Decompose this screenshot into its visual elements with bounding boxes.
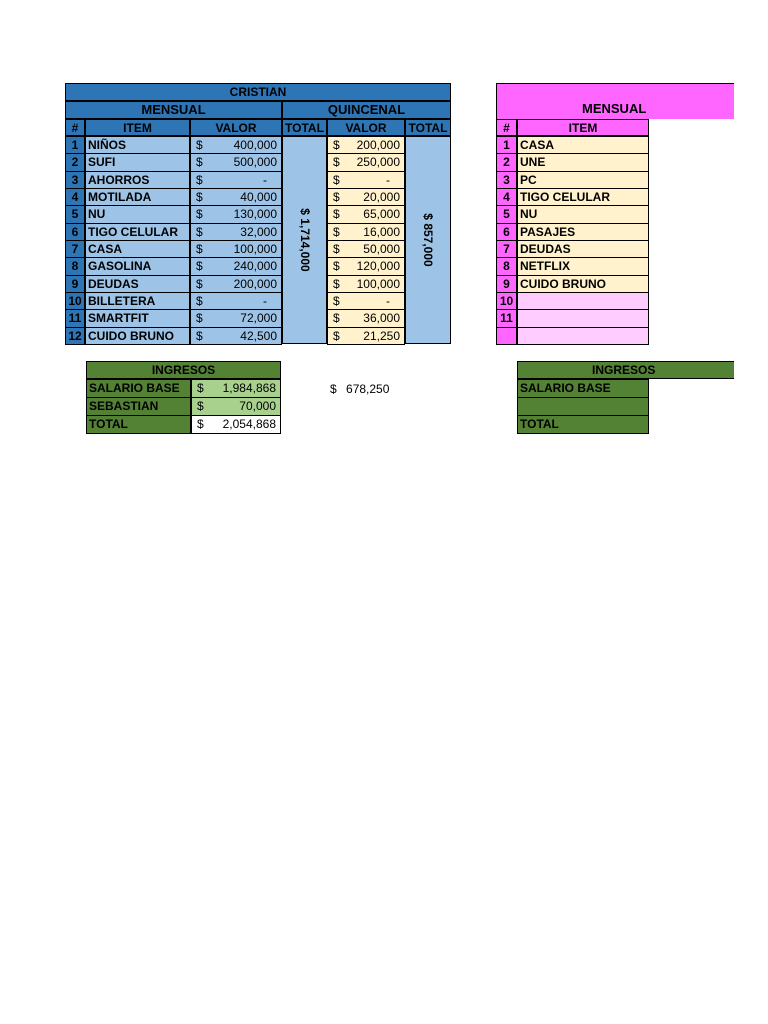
second-row-number bbox=[496, 327, 517, 345]
second-ingresos-label: TOTAL bbox=[517, 415, 649, 434]
row-quincenal-valor bbox=[327, 257, 405, 276]
ingresos-label: TOTAL bbox=[86, 415, 191, 434]
row-quincenal-valor bbox=[327, 240, 405, 258]
ingresos-title: INGRESOS bbox=[86, 361, 281, 379]
quincenal-amount: 21,250 bbox=[363, 329, 400, 343]
row-valor bbox=[190, 275, 282, 293]
ingresos-amount: 70,000 bbox=[239, 399, 276, 413]
quincenal-amount: 16,000 bbox=[363, 225, 400, 239]
valor-amount: 400,000 bbox=[233, 138, 277, 152]
quincenal-extra-amount bbox=[330, 380, 410, 398]
row-number: 4 bbox=[65, 188, 85, 206]
second-row-item: UNE bbox=[517, 153, 649, 172]
row-number: 6 bbox=[65, 223, 85, 241]
quincenal-header: QUINCENAL bbox=[282, 101, 451, 119]
currency-symbol: $ bbox=[196, 138, 203, 152]
second-row-number: 2 bbox=[496, 153, 517, 172]
row-item: SMARTFIT bbox=[85, 309, 190, 328]
valor-amount: 42,500 bbox=[240, 329, 277, 343]
currency-symbol: $ bbox=[333, 138, 340, 152]
second-row-item bbox=[517, 309, 649, 328]
second-row-item: CUIDO BRUNO bbox=[517, 275, 649, 293]
col-item-header: ITEM bbox=[85, 119, 190, 136]
currency-symbol: $ bbox=[196, 190, 203, 204]
row-quincenal-valor bbox=[327, 309, 405, 328]
row-number: 10 bbox=[65, 292, 85, 310]
row-item: CUIDO BRUNO bbox=[85, 327, 190, 345]
quincenal-amount: 50,000 bbox=[363, 242, 400, 256]
second-row-item: CASA bbox=[517, 136, 649, 154]
ingresos-value bbox=[191, 379, 281, 398]
row-item: BILLETERA bbox=[85, 292, 190, 310]
valor-amount: 240,000 bbox=[233, 259, 277, 273]
currency-symbol: $ bbox=[196, 311, 203, 325]
ingresos-label: SALARIO BASE bbox=[86, 379, 191, 398]
second-row-number: 4 bbox=[496, 188, 517, 206]
currency-symbol: $ bbox=[333, 259, 340, 273]
second-row-number: 3 bbox=[496, 171, 517, 189]
currency-symbol: $ bbox=[196, 259, 203, 273]
valor-amount: 72,000 bbox=[240, 311, 277, 325]
row-number: 2 bbox=[65, 153, 85, 172]
currency-symbol: $ bbox=[197, 381, 204, 395]
second-row-number: 9 bbox=[496, 275, 517, 293]
row-number: 11 bbox=[65, 309, 85, 328]
currency-symbol: $ bbox=[196, 207, 203, 221]
row-quincenal-valor bbox=[327, 327, 405, 345]
second-row-number: 10 bbox=[496, 292, 517, 310]
row-quincenal-valor bbox=[327, 205, 405, 224]
second-ingresos-label: SALARIO BASE bbox=[517, 379, 649, 398]
quincenal-amount: 36,000 bbox=[363, 311, 400, 325]
row-item: NIÑOS bbox=[85, 136, 190, 154]
row-quincenal-valor bbox=[327, 136, 405, 154]
quincenal-amount: - bbox=[386, 173, 390, 187]
currency-symbol: $ bbox=[333, 173, 340, 187]
quincenal-amount: - bbox=[386, 294, 390, 308]
extra-value: 678,250 bbox=[346, 382, 390, 396]
second-row-number: 11 bbox=[496, 309, 517, 328]
total-quincenal-value: $ 857,000 bbox=[421, 213, 435, 267]
currency-symbol: $ bbox=[196, 329, 203, 343]
row-valor bbox=[190, 188, 282, 206]
currency-symbol: $ bbox=[333, 155, 340, 169]
second-ingresos-label bbox=[517, 397, 649, 416]
valor-amount: 40,000 bbox=[240, 190, 277, 204]
row-quincenal-valor bbox=[327, 153, 405, 172]
row-quincenal-valor bbox=[327, 292, 405, 310]
quincenal-amount: 20,000 bbox=[363, 190, 400, 204]
second-row-number: 8 bbox=[496, 257, 517, 276]
row-item: GASOLINA bbox=[85, 257, 190, 276]
row-valor bbox=[190, 240, 282, 258]
row-quincenal-valor bbox=[327, 275, 405, 293]
second-row-item bbox=[517, 327, 649, 345]
total-mensual-value: $ 1,714,000 bbox=[297, 208, 312, 272]
valor-amount: 100,000 bbox=[233, 242, 277, 256]
valor-amount: 130,000 bbox=[233, 207, 277, 221]
row-valor bbox=[190, 223, 282, 241]
row-number: 5 bbox=[65, 205, 85, 224]
second-row-item: PASAJES bbox=[517, 223, 649, 241]
currency-symbol: $ bbox=[333, 190, 340, 204]
col-total-header: TOTAL bbox=[282, 119, 327, 136]
row-valor bbox=[190, 257, 282, 276]
currency-symbol: $ bbox=[197, 417, 204, 431]
valor-amount: - bbox=[263, 294, 267, 308]
row-valor bbox=[190, 205, 282, 224]
valor-amount: 200,000 bbox=[233, 277, 277, 291]
second-row-number: 7 bbox=[496, 240, 517, 258]
second-row-item: DEUDAS bbox=[517, 240, 649, 258]
second-row-number: 1 bbox=[496, 136, 517, 154]
valor-amount: 32,000 bbox=[240, 225, 277, 239]
quincenal-amount: 200,000 bbox=[356, 138, 400, 152]
row-item: DEUDAS bbox=[85, 275, 190, 293]
second-row-number: 6 bbox=[496, 223, 517, 241]
ingresos-value bbox=[191, 397, 281, 416]
row-number: 7 bbox=[65, 240, 85, 258]
quincenal-amount: 120,000 bbox=[356, 259, 400, 273]
row-valor bbox=[190, 153, 282, 172]
second-row-item: PC bbox=[517, 171, 649, 189]
row-item: MOTILADA bbox=[85, 188, 190, 206]
currency-symbol: $ bbox=[196, 155, 203, 169]
quincenal-amount: 250,000 bbox=[356, 155, 400, 169]
ingresos-label: SEBASTIAN bbox=[86, 397, 191, 416]
row-item: SUFI bbox=[85, 153, 190, 172]
ingresos-amount: 2,054,868 bbox=[222, 417, 276, 431]
currency-symbol: $ bbox=[196, 173, 203, 187]
row-number: 8 bbox=[65, 257, 85, 276]
row-number: 12 bbox=[65, 327, 85, 345]
second-row-item: NU bbox=[517, 205, 649, 224]
row-item: CASA bbox=[85, 240, 190, 258]
extra-currency: $ bbox=[330, 382, 337, 396]
col-num-header: # bbox=[65, 119, 85, 136]
currency-symbol: $ bbox=[333, 242, 340, 256]
col-valor-header: VALOR bbox=[190, 119, 282, 136]
second-mensual-header: MENSUAL bbox=[582, 101, 647, 116]
row-number: 9 bbox=[65, 275, 85, 293]
valor-amount: 500,000 bbox=[233, 155, 277, 169]
row-quincenal-valor bbox=[327, 171, 405, 189]
second-row-item: NETFLIX bbox=[517, 257, 649, 276]
row-valor bbox=[190, 327, 282, 345]
currency-symbol: $ bbox=[196, 225, 203, 239]
row-valor bbox=[190, 136, 282, 154]
currency-symbol: $ bbox=[333, 294, 340, 308]
col-qtotal-header: TOTAL bbox=[405, 119, 451, 136]
ingresos-amount: 1,984,868 bbox=[222, 381, 276, 395]
row-number: 3 bbox=[65, 171, 85, 189]
row-item: AHORROS bbox=[85, 171, 190, 189]
currency-symbol: $ bbox=[333, 277, 340, 291]
currency-symbol: $ bbox=[333, 207, 340, 221]
valor-amount: - bbox=[263, 173, 267, 187]
row-item: TIGO CELULAR bbox=[85, 223, 190, 241]
currency-symbol: $ bbox=[333, 329, 340, 343]
row-valor bbox=[190, 309, 282, 328]
second-ingresos-title: INGRESOS bbox=[517, 361, 734, 379]
currency-symbol: $ bbox=[333, 225, 340, 239]
second-col-num-header: # bbox=[496, 119, 517, 136]
row-quincenal-valor bbox=[327, 223, 405, 241]
total-mensual-cell bbox=[282, 136, 327, 344]
cristian-title: CRISTIAN bbox=[65, 83, 451, 101]
total-quincenal-cell bbox=[405, 136, 451, 344]
second-row-number: 5 bbox=[496, 205, 517, 224]
second-col-item-header: ITEM bbox=[517, 119, 649, 136]
quincenal-amount: 100,000 bbox=[356, 277, 400, 291]
currency-symbol: $ bbox=[197, 399, 204, 413]
row-number: 1 bbox=[65, 136, 85, 154]
row-quincenal-valor bbox=[327, 188, 405, 206]
ingresos-value bbox=[191, 415, 281, 434]
row-item: NU bbox=[85, 205, 190, 224]
second-row-item bbox=[517, 292, 649, 310]
currency-symbol: $ bbox=[196, 294, 203, 308]
col-qvalor-header: VALOR bbox=[327, 119, 405, 136]
second-row-item: TIGO CELULAR bbox=[517, 188, 649, 206]
quincenal-amount: 65,000 bbox=[363, 207, 400, 221]
mensual-header: MENSUAL bbox=[65, 101, 282, 119]
row-valor bbox=[190, 171, 282, 189]
row-valor bbox=[190, 292, 282, 310]
currency-symbol: $ bbox=[333, 311, 340, 325]
currency-symbol: $ bbox=[196, 242, 203, 256]
currency-symbol: $ bbox=[196, 277, 203, 291]
